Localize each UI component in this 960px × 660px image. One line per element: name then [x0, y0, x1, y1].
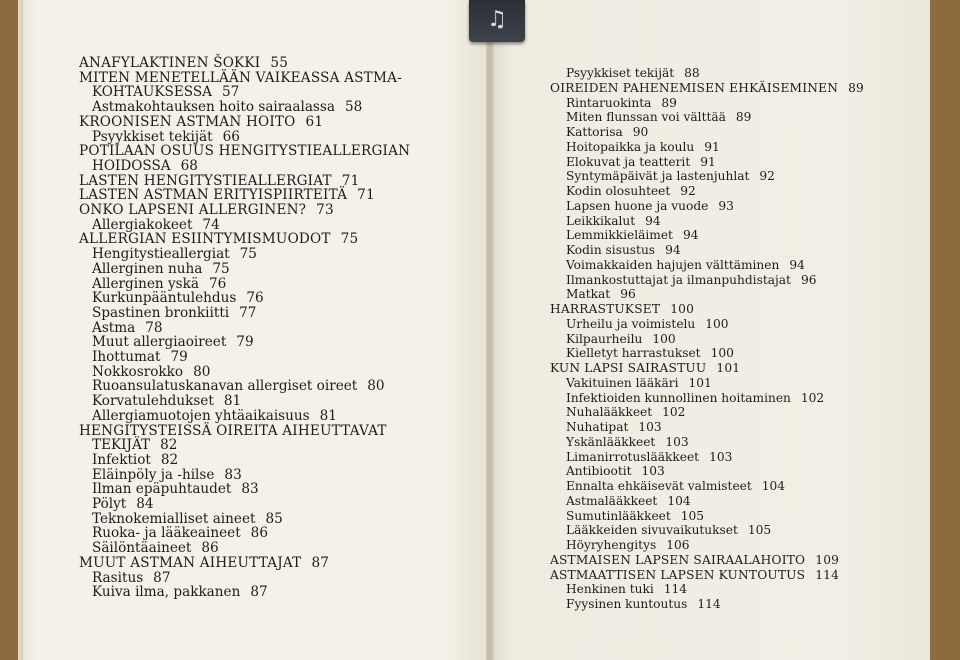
toc-entry-title: Leikkikalut: [566, 213, 636, 228]
toc-entry: [550, 420, 662, 435]
toc-entry-page-number: 106: [666, 538, 690, 552]
toc-entry-page-number: 93: [718, 198, 734, 213]
toc-entry-page-number: 76: [208, 275, 227, 292]
toc-entry-page-number: 94: [645, 213, 661, 228]
toc-entry-page-number: 85: [265, 510, 283, 527]
toc-entry-page-number: 87: [250, 584, 268, 601]
toc-entry-page-number: 75: [340, 231, 359, 248]
toc-entry-page-number: 90: [632, 125, 649, 139]
toc-entry-page-number: 88: [684, 66, 700, 80]
toc-entry-title: Kurkunpääntulehdus: [92, 290, 237, 307]
toc-entry-title: Miten flunssan voi välttää: [566, 110, 726, 125]
toc-entry-title: KROONISEN ASTMAN HOITO: [79, 113, 296, 130]
toc-entry-page-number: 101: [716, 361, 741, 375]
toc-entry-title: Muut allergiaoireet: [92, 334, 227, 351]
toc-entry-page-number: 89: [661, 95, 677, 110]
toc-entry-title: Eläinpöly ja -hilse: [92, 466, 215, 483]
toc-entry-page-number: 84: [136, 496, 154, 512]
toc-entry-title: OIREIDEN PAHENEMISEN EHKÄISEMINEN: [550, 80, 839, 95]
table-of-contents-left: [79, 0, 479, 639]
toc-entry-page-number: 103: [641, 464, 665, 479]
toc-entry: [550, 302, 694, 317]
toc-entry-page-number: 77: [239, 304, 257, 321]
toc-entry-page-number: 104: [667, 493, 691, 508]
toc-entry-title: Kielletyt harrastukset: [566, 346, 701, 361]
toc-entry: [550, 81, 864, 96]
toc-entry-title: MITEN MENETELLÄÄN VAIKEASSA ASTMA-: [79, 69, 402, 86]
toc-entry-page-number: 104: [761, 479, 786, 493]
toc-entry: [550, 405, 685, 420]
toc-entry-page-number: 96: [800, 272, 817, 287]
toc-entry-title: ANAFYLAKTINEN ŠOKKI: [79, 55, 261, 71]
music-note-icon: ♫: [487, 7, 507, 32]
toc-entry-page-number: 103: [638, 420, 662, 434]
toc-entry-page-number: 75: [212, 260, 230, 277]
toc-entry-title: Korvatulehdukset: [92, 393, 214, 410]
toc-entry: [550, 332, 676, 347]
toc-entry: [550, 464, 665, 479]
toc-entry-title: ASTMAISEN LAPSEN SAIRAALAHOITO: [550, 552, 806, 567]
toc-entry-title: Voimakkaiden hajujen välttäminen: [566, 257, 780, 272]
toc-entry-page-number: 81: [319, 407, 337, 424]
toc-entry-page-number: 76: [246, 290, 264, 307]
toc-entry: [550, 346, 734, 361]
toc-entry: [550, 317, 729, 332]
toc-entry-page-number: 102: [800, 390, 825, 405]
toc-entry: [550, 553, 839, 568]
toc-entry-page-number: 89: [848, 80, 864, 95]
toc-entry-title: Antibiootit: [566, 464, 632, 479]
toc-entry-page-number: 86: [250, 525, 268, 542]
toc-entry-title: Ruoka- ja lääkeaineet: [92, 525, 241, 542]
toc-entry-title: Pölyt: [92, 496, 127, 512]
toc-entry-title: LASTEN ASTMAN ERITYISPIIRTEITÄ: [79, 187, 348, 204]
toc-entry: [550, 184, 696, 199]
toc-entry: [550, 214, 661, 229]
toc-entry-page-number: 100: [710, 346, 734, 361]
toc-entry-title: HENGITYSTEISSÄ OIREITA AIHEUTTAVAT: [79, 422, 387, 439]
toc-entry-page-number: 83: [241, 481, 259, 498]
toc-entry-page-number: 91: [704, 139, 720, 154]
toc-entry-title: POTILAAN OSUUS HENGITYSTIEALLERGIAN: [79, 143, 411, 160]
toc-entry-title: Lääkkeiden sivuvaikutukset: [566, 523, 738, 538]
toc-entry: [550, 538, 689, 553]
toc-entry-page-number: 94: [789, 257, 805, 272]
toc-entry-title: Astma: [92, 319, 136, 336]
toc-entry-title: Säilöntäaineet: [92, 540, 192, 557]
toc-entry-page-number: 96: [620, 287, 636, 302]
toc-entry: [550, 258, 805, 273]
toc-entry: [550, 568, 839, 583]
toc-entry-page-number: 103: [665, 434, 689, 449]
toc-entry-title: Vakituinen lääkäri: [566, 375, 679, 390]
toc-entry-title: Nuhalääkkeet: [566, 405, 653, 420]
toc-entry-page-number: 114: [697, 597, 721, 611]
toc-entry-page-number: 89: [735, 110, 752, 125]
toc-entry-page-number: 87: [153, 569, 171, 586]
toc-entry-title: Hengitystieallergiat: [92, 246, 230, 263]
toc-entry-page-number: 101: [688, 375, 712, 390]
toc-entry-title: Yskänlääkkeet: [566, 434, 656, 449]
toc-entry-title: ASTMAATTISEN LAPSEN KUNTOUTUS: [550, 567, 806, 582]
toc-entry-title: Nuhatipat: [566, 420, 629, 434]
toc-entry-page-number: 91: [700, 154, 716, 169]
toc-entry-title: Ennalta ehkäisevät valmisteet: [566, 479, 752, 493]
toc-entry-page-number: 92: [680, 184, 696, 198]
toc-entry-title: Urheilu ja voimistelu: [566, 316, 696, 331]
toc-entry: [79, 585, 268, 600]
toc-entry-page-number: 103: [709, 449, 733, 464]
toc-entry-page-number: 114: [663, 582, 688, 597]
toc-entry-title: Kuiva ilma, pakkanen: [92, 584, 241, 601]
toc-entry-title: Allergiamuotojen yhtäaikaisuus: [92, 407, 310, 424]
toc-entry-title: Nokkosrokko: [92, 363, 184, 380]
toc-entry-page-number: 71: [357, 187, 375, 204]
toc-entry-page-number: 58: [344, 99, 363, 116]
toc-entry-page-number: 100: [652, 331, 676, 346]
toc-entry-title: Kilpaurheilu: [566, 331, 643, 346]
toc-entry-title: Elokuvat ja teatterit: [566, 154, 691, 169]
toc-entry: [550, 376, 712, 391]
toc-entry-title: Allerginen nuha: [92, 260, 203, 277]
toc-entry: [550, 110, 751, 125]
toc-entry: [550, 361, 740, 376]
book-gutter: [486, 0, 494, 660]
toc-entry-title: Sumutinlääkkeet: [566, 508, 671, 523]
toc-entry-title: Kodin olosuhteet: [566, 184, 671, 198]
toc-entry-title: Rasitus: [92, 569, 144, 586]
toc-entry-title: ALLERGIAN ESIINTYMISMUODOT: [79, 231, 331, 248]
toc-entry-page-number: 94: [682, 228, 699, 243]
toc-entry-title: Spastinen bronkiitti: [92, 304, 230, 321]
toc-entry-page-number: 79: [236, 334, 254, 351]
toc-entry-page-number: 73: [316, 202, 334, 218]
toc-entry-page-number: 87: [311, 554, 330, 571]
toc-entry-title: Lemmikkieläimet: [566, 228, 673, 243]
toc-entry-title: Henkinen tuki: [566, 582, 654, 597]
toc-entry-title: Matkat: [566, 287, 611, 302]
toc-entry: [550, 435, 689, 450]
toc-entry: [550, 582, 687, 597]
toc-entry: [550, 155, 716, 170]
toc-entry-page-number: 100: [705, 316, 729, 331]
table-of-contents-right: [550, 0, 920, 639]
toc-entry-page-number: 105: [747, 523, 772, 538]
toc-entry-title: Ihottumat: [92, 349, 161, 365]
toc-entry-title: Psyykkiset tekijät: [566, 66, 675, 80]
toc-entry-title: Hoitopaikka ja koulu: [566, 139, 695, 154]
toc-entry-page-number: 94: [665, 243, 681, 257]
toc-entry: [550, 597, 721, 612]
toc-entry: [550, 391, 824, 406]
toc-entry-title: Teknokemialliset aineet: [92, 510, 256, 527]
toc-entry: [550, 479, 785, 494]
toc-entry-title: Höyryhengitys: [566, 538, 657, 552]
toc-entry-title: Allerginen yskä: [92, 275, 199, 292]
toc-entry-page-number: 80: [367, 378, 385, 395]
toc-entry-page-number: 71: [341, 172, 360, 189]
toc-entry-title: Psyykkiset tekijät: [92, 128, 213, 145]
toc-entry-title: Infektiot: [92, 451, 151, 468]
toc-entry-title: Kattorisa: [566, 125, 623, 139]
toc-entry-title: Astmakohtauksen hoito sairaalassa: [92, 99, 335, 116]
toc-entry-title: LASTEN HENGITYSTIEALLERGIAT: [79, 172, 332, 189]
toc-entry: [550, 494, 691, 509]
toc-entry: [550, 273, 816, 288]
toc-entry-page-number: 81: [223, 393, 242, 410]
toc-entry: [550, 96, 677, 111]
toc-entry-page-number: 82: [160, 451, 179, 468]
toc-entry-page-number: 102: [662, 405, 686, 420]
toc-entry: [550, 243, 681, 258]
toc-entry: [550, 509, 704, 524]
toc-entry-page-number: 82: [160, 437, 178, 454]
toc-entry-page-number: 86: [201, 540, 219, 557]
toc-entry-title: TEKIJÄT: [92, 437, 151, 454]
toc-entry: [550, 125, 648, 140]
toc-entry: [550, 287, 636, 302]
toc-entry-title: Rintaruokinta: [566, 95, 652, 110]
toc-entry-title: ONKO LAPSENI ALLERGINEN?: [79, 202, 307, 218]
toc-entry-page-number: 78: [145, 319, 163, 336]
toc-entry-title: HARRASTUKSET: [550, 302, 661, 316]
toc-entry: [550, 450, 732, 465]
toc-entry-page-number: 109: [815, 552, 840, 567]
toc-entry-page-number: 114: [815, 567, 840, 582]
toc-entry-title: Ilmankostuttajat ja ilmanpuhdistajat: [566, 272, 791, 287]
toc-entry-page-number: 83: [224, 466, 242, 483]
toc-entry-page-number: 92: [759, 169, 775, 184]
toc-entry-title: Ilman epäpuhtaudet: [92, 481, 232, 498]
toc-entry-title: KUN LAPSI SAIRASTUU: [550, 361, 707, 375]
toc-entry-page-number: 66: [222, 128, 240, 145]
toc-entry-page-number: 55: [270, 55, 289, 71]
toc-entry-page-number: 75: [239, 246, 257, 263]
toc-entry-title: Allergiakokeet: [92, 216, 193, 233]
toc-entry-page-number: 100: [670, 302, 695, 316]
toc-entry: [550, 66, 700, 81]
toc-entry-title: HOIDOSSA: [92, 157, 171, 174]
toc-entry-page-number: 61: [305, 113, 324, 130]
toc-entry: [550, 228, 698, 243]
toc-entry-page-number: 105: [680, 508, 705, 523]
toc-entry-title: Infektioiden kunnollinen hoitaminen: [566, 390, 791, 405]
toc-entry-page-number: 57: [221, 84, 240, 101]
toc-entry-title: Lapsen huone ja vuode: [566, 198, 709, 213]
toc-entry-title: Fyysinen kuntoutus: [566, 597, 688, 611]
toc-entry-title: Kodin sisustus: [566, 243, 656, 257]
toc-entry-title: Ruoansulatuskanavan allergiset oireet: [92, 378, 358, 395]
toc-entry-page-number: 74: [202, 216, 220, 233]
toc-entry: [550, 199, 734, 214]
toc-entry: [550, 523, 771, 538]
toc-entry-page-number: 68: [180, 157, 198, 174]
toc-entry-title: KOHTAUKSESSA: [92, 84, 212, 101]
toc-entry-page-number: 79: [170, 349, 188, 365]
toc-entry: [550, 169, 775, 184]
toc-entry: [550, 140, 720, 155]
toc-entry-title: MUUT ASTMAN AIHEUTTAJAT: [79, 554, 302, 571]
toc-entry-title: Syntymäpäivät ja lastenjuhlat: [566, 169, 750, 184]
toc-entry-page-number: 80: [193, 363, 211, 380]
toc-entry-title: Astmalääkkeet: [566, 493, 658, 508]
toc-entry-title: Limanirrotuslääkkeet: [566, 449, 700, 464]
